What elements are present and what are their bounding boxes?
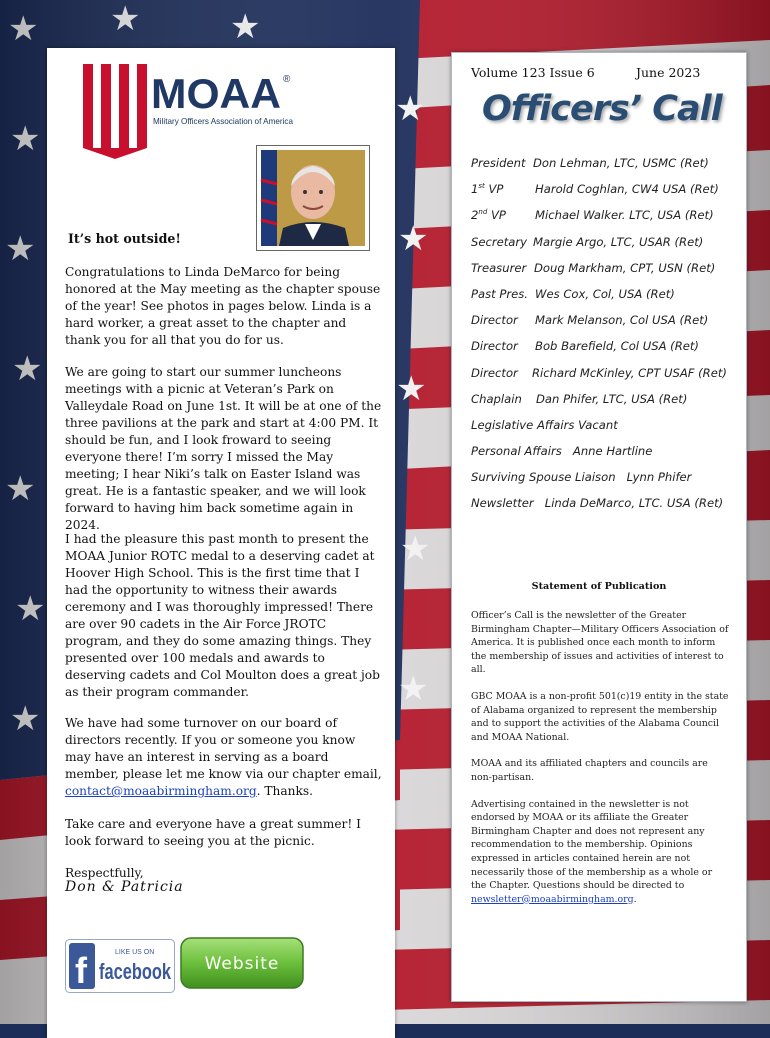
- officer-name: Linda DeMarco, LTC. USA (Ret): [544, 496, 724, 511]
- officer-row: [471, 470, 741, 496]
- officer-name: Wes Cox, Col, USA (Ret): [535, 286, 675, 301]
- officer-role: Past Pres.: [471, 286, 528, 301]
- volume-issue: Volume 123 Issue 6: [471, 65, 595, 80]
- officer-role: Legislative Affairs: [471, 417, 575, 432]
- letter-paragraph-4-end: . Thanks.: [256, 784, 314, 798]
- letter-paragraph-2: We are going to start our summer luncheons meetings with a picnic at Veteran’s Park on Valleydale Road on June 1st. It will be at one of the three pavilions at the park and start at 4:00 PM. It should be fun, and I look froward to seeing everyone there! I’m sorry I missed the May meeting; I hear Niki’s talk on Easter Island was great. He is a fantastic speaker, and we will look forward to having him back sometime again in 2024.: [65, 365, 382, 532]
- officer-name: Richard McKinley, CPT USAF (Ret): [532, 365, 727, 380]
- logo-wordmark: MOAA: [151, 70, 281, 117]
- logo-subtitle: Military Officers Association of America: [153, 116, 294, 126]
- officer-role: Surviving Spouse Liaison: [471, 470, 616, 485]
- officer-row: [471, 418, 741, 444]
- statement-paragraph-3: MOAA and its affiliated chapters and councils are non-partisan.: [471, 758, 708, 783]
- officer-row: [471, 496, 741, 522]
- statement-paragraph-4-text: Advertising contained in the newsletter is not endorsed by MOAA or its affiliate the Greater Birmingham Chapter and does not represent any recommendation to the membership. Opinions expressed in articles contained herein are not necessarily those of the membership as a whole or the Chapter. Questions should be directed to: [471, 798, 713, 892]
- officer-row: [471, 182, 741, 208]
- facebook-button[interactable]: [65, 939, 175, 993]
- officer-row: [471, 444, 741, 470]
- newsletter-sidebar-panel: [451, 52, 747, 1002]
- officer-name: Vacant: [578, 417, 618, 432]
- chapter-email-link[interactable]: contact@moaabirmingham.org: [65, 784, 257, 798]
- officer-name: Harold Coghlan, CW4 USA (Ret): [535, 182, 719, 197]
- officer-role: President: [471, 156, 526, 170]
- website-button[interactable]: [180, 937, 304, 989]
- officers-list: [471, 156, 741, 523]
- officer-role: 1st VP: [471, 182, 504, 197]
- officer-row: [471, 339, 741, 365]
- letter-signature: Don & Patricia: [65, 879, 184, 895]
- officer-role: Secretary: [471, 234, 528, 249]
- officer-row: [471, 313, 741, 339]
- president-photo: [256, 145, 370, 251]
- officer-row: [471, 156, 741, 182]
- officer-name: Bob Barefield, Col USA (Ret): [535, 339, 699, 354]
- website-label: Website: [204, 954, 280, 974]
- officer-role: Personal Affairs: [471, 444, 562, 459]
- letter-paragraph-1: Congratulations to Linda DeMarco for being honored at the May meeting as the chapter spouse of the year! See photos in pages below. Linda is a hard worker, a great asset to the chapter and thank you for all that you do for us.: [65, 265, 381, 347]
- officer-row: [471, 208, 741, 234]
- svg-text:f: f: [75, 950, 87, 991]
- statement-title: Statement of Publication: [531, 581, 667, 592]
- officer-name: Dan Phifer, LTC, USA (Ret): [536, 391, 688, 406]
- letter-closing: Respectfully,: [65, 866, 144, 880]
- statement-paragraph-4: [471, 798, 729, 907]
- letter-paragraph-3: I had the pleasure this past month to present the MOAA Junior ROTC medal to a deserving cadet at Hoover High School. This is the first time that I had the opportunity to witness their awards ceremony and I was thoroughly impressed! There are over 90 cadets in the Air Force JROTC program, and they do some amazing things. They presented over 100 medals and awards to deserving cadets and Col Moulton does a great job as their program commander.: [65, 532, 380, 699]
- officer-row: [471, 366, 741, 392]
- officer-row: [471, 392, 741, 418]
- letter-heading: It’s hot outside!: [68, 231, 181, 246]
- officer-role: Chaplain: [471, 391, 522, 406]
- officer-name: Don Lehman, LTC, USMC (Ret): [533, 156, 709, 170]
- officer-name: Anne Hartline: [572, 444, 653, 459]
- officer-role: Director: [471, 339, 518, 354]
- statement-paragraph-1: Officer’s Call is the newsletter of the Greater Birmingham Chapter—Military Officers Association of America. It is published once each month to inform the membership of issues and activities of interest to all.: [471, 610, 729, 676]
- letter-paragraph-4: [65, 715, 383, 800]
- officer-name: Lynn Phifer: [626, 470, 692, 485]
- newsletter-title: Officers’ Call: [482, 89, 722, 129]
- facebook-label: facebook: [99, 959, 172, 984]
- logo-registered-mark: ®: [283, 74, 291, 85]
- issue-date: June 2023: [636, 65, 701, 80]
- statement-paragraph-4-end: .: [633, 893, 637, 905]
- officer-row: [471, 261, 741, 287]
- officer-role: Director: [471, 365, 518, 380]
- officer-row: [471, 287, 741, 313]
- officer-role: 2nd VP: [471, 208, 506, 223]
- president-letter-panel: [47, 48, 395, 1038]
- officer-role: Treasurer: [471, 260, 527, 275]
- letter-paragraph-5: Take care and everyone have a great summer! I look forward to seeing you at the picnic.: [65, 817, 361, 848]
- officer-role: Director: [471, 313, 518, 328]
- officer-row: [471, 235, 741, 261]
- statement-body: [471, 609, 729, 919]
- letter-paragraph-4-text: We have had some turnover on our board of directors recently. If you or someone you know may have an interest in serving as a board member, please let me know via our chapter email,: [65, 716, 382, 781]
- officer-name: Margie Argo, LTC, USAR (Ret): [533, 234, 704, 249]
- facebook-small-label: LIKE US ON: [115, 949, 155, 956]
- officer-name: Doug Markham, CPT, USN (Ret): [534, 260, 716, 275]
- officer-name: Mark Melanson, Col USA (Ret): [535, 313, 709, 328]
- newsletter-email-link[interactable]: newsletter@moaabirmingham.org: [471, 893, 634, 905]
- officer-name: Michael Walker. LTC, USA (Ret): [535, 208, 714, 223]
- officer-role: Newsletter: [471, 496, 534, 511]
- statement-paragraph-2: GBC MOAA is a non-profit 501(c)19 entity in the state of Alabama organized to represent the membership and to support the activities of the Alabama Council and MOAA National.: [471, 690, 729, 743]
